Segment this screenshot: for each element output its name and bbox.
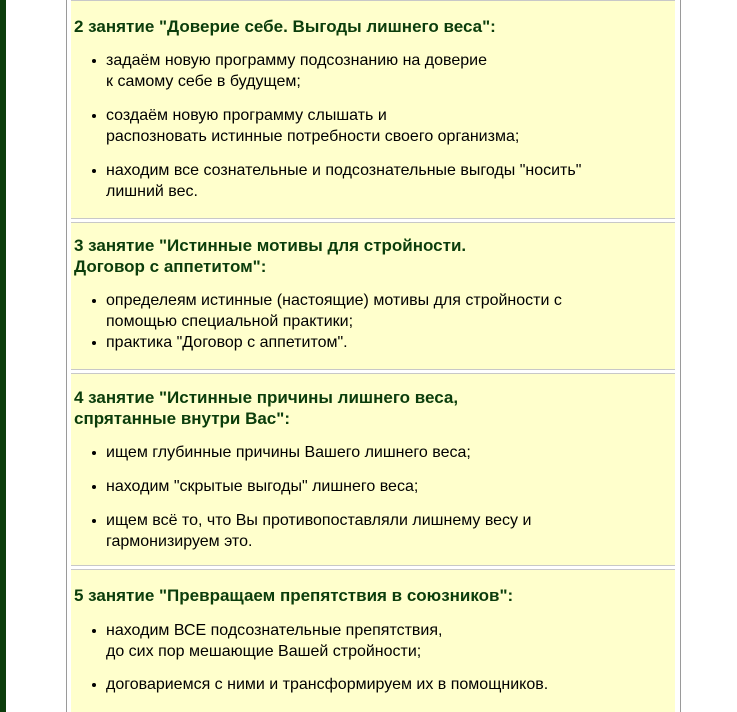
lesson-5-heading [74, 585, 513, 606]
list-item: договариемся с ними и трансформируем их в помощников. [106, 676, 549, 693]
list-item: находим все сознательные и подсознательные выгоды "носить" лишний вес. [106, 162, 582, 200]
list-item: ищем глубинные причины Вашего лишнего веса; [106, 444, 471, 461]
list-item: находим ВСЕ подсознательные препятствия, до сих пор мешающие Вашей стройности; [106, 622, 443, 660]
lesson-2-heading-line-1: 2 занятие "Доверие себе. Выгоды лишнего веса": [74, 17, 496, 36]
lesson-4-heading-line-2: спрятанные внутри Вас": [74, 409, 290, 428]
program-table [66, 0, 681, 712]
lesson-3-section [71, 222, 675, 370]
lesson-5-section [71, 569, 675, 712]
lesson-4-heading [74, 387, 458, 429]
left-decorative-bar [0, 0, 6, 712]
lesson-2-section [71, 0, 675, 219]
lesson-3-heading-line-2: Договор с аппетитом": [74, 257, 267, 276]
lesson-4-heading-line-1: 4 занятие "Истинные причины лишнего веса, [74, 388, 459, 407]
lesson-3-heading [74, 235, 466, 277]
list-item: находим "скрытые выгоды" лишнего веса; [106, 478, 419, 495]
lesson-4-section [71, 373, 675, 566]
list-item: задаём новую программу подсознанию на доверие к самому себе в будущем; [106, 52, 487, 90]
list-item: ищем всё то, что Вы противопоставляли лишнему весу и гармонизируем это. [106, 512, 532, 550]
list-item: определеям истинные (настоящие) мотивы для стройности с помощью специальной практики; [106, 292, 562, 330]
list-item: практика "Договор с аппетитом". [106, 334, 348, 351]
list-item: создаём новую программу слышать и распозновать истинные потребности своего организма; [106, 107, 520, 145]
lesson-5-heading-line-1: 5 занятие "Превращаем препятствия в союзников": [74, 586, 514, 605]
lesson-2-heading [74, 16, 496, 37]
lesson-3-heading-line-1: 3 занятие "Истинные мотивы для стройности. [74, 236, 467, 255]
